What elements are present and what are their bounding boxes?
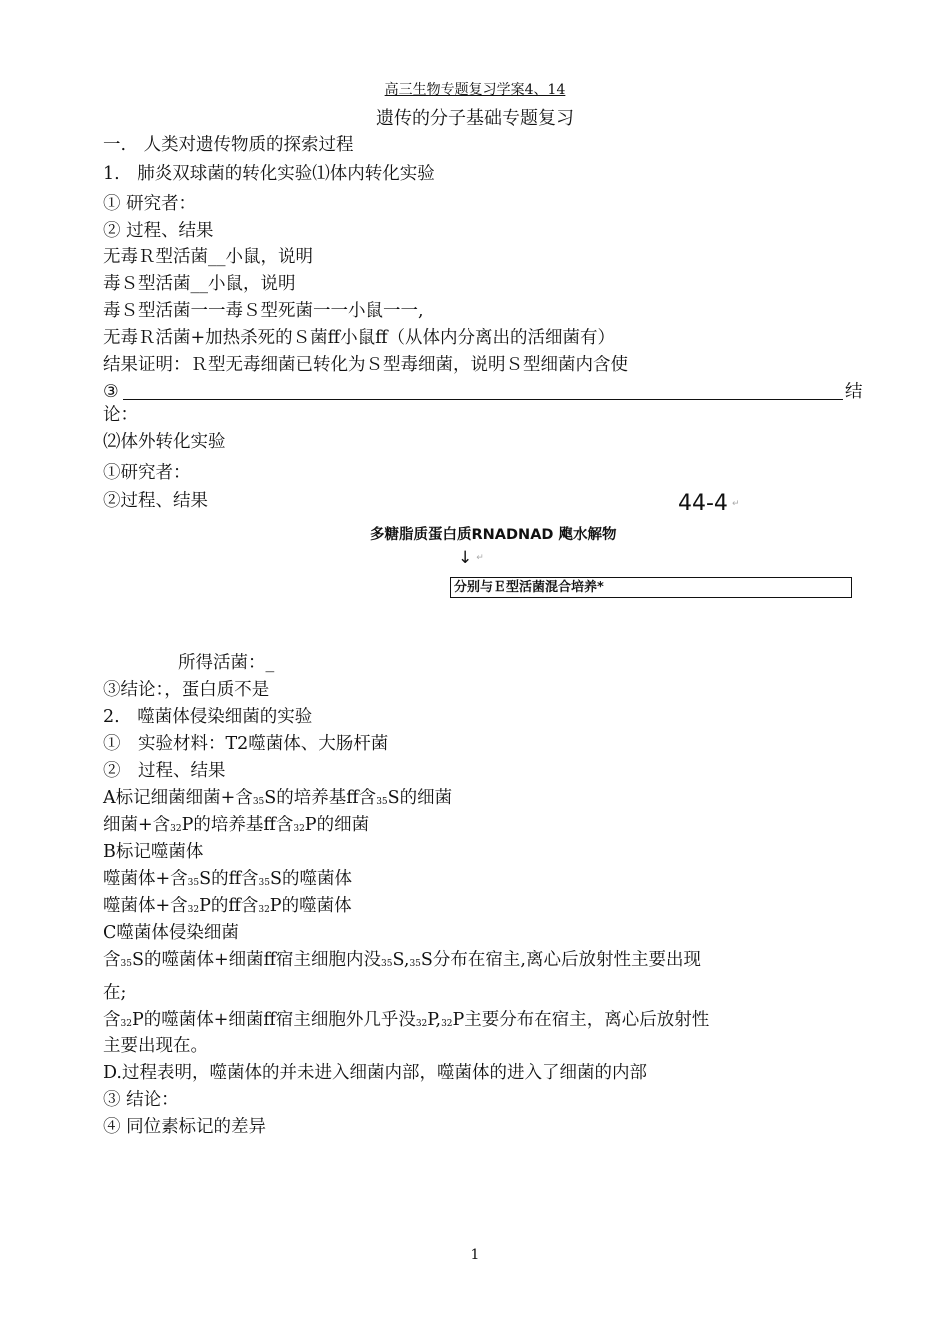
isotope-number: 32	[415, 1019, 428, 1029]
text-line: 噬菌体+含32P的ff含32P的噬菌体	[103, 896, 352, 916]
subsection-1-heading: 1. 肺炎双球菌的转化实验⑴体内转化实验	[103, 164, 435, 184]
isotope-number: 35	[120, 959, 132, 969]
conclusion-line: ③结论：，蛋白质不是	[103, 680, 270, 700]
figure-box: 分别与Ｅ型活菌混合培养*	[450, 577, 852, 598]
process-line: ②过程、结果	[103, 491, 208, 511]
conclusion-line: 论：	[103, 405, 138, 425]
text-line: 在;	[103, 983, 127, 1003]
doc-title: 遗传的分子基础专题复习	[376, 108, 574, 129]
process-line: ② 过程、结果	[103, 761, 226, 781]
section-heading-1: 一. 人类对遗传物质的探索过程	[103, 135, 354, 155]
text-line: 含35S的噬菌体+细菌ff宿主细胞内没35S,35S分布在宿主,离心后放射性主要出现	[103, 950, 701, 970]
text-line: A标记细菌细菌+含35S的培养基ff含35S的细菌	[103, 788, 453, 808]
isotope-number: 35	[252, 797, 265, 807]
paragraph-marker: ↵	[731, 499, 740, 509]
text-line: 主要出现在。	[103, 1036, 208, 1056]
conclusion-line: ③ 结论：	[103, 1090, 179, 1110]
blank-start: ③	[103, 382, 119, 402]
isotope-number: 35	[258, 878, 270, 888]
text-line: 无毒Ｒ活菌+加热杀死的Ｓ菌ff小鼠ff（从体内分离出的活细菌有）	[103, 328, 616, 348]
subsection-heading: 2. 噬菌体侵染细菌的实验	[103, 707, 313, 727]
text-line: B标记噬菌体	[103, 842, 204, 862]
isotope-number: 35	[376, 797, 388, 807]
page-number: 1	[470, 1247, 480, 1263]
isotope-number: 32	[293, 824, 305, 834]
text-line: 含32P的噬菌体+细菌ff宿主细胞外几乎没32P,32P主要分布在宿主，离心后放射性	[103, 1010, 710, 1030]
text-line: 无毒Ｒ型活菌__小鼠，说明	[103, 247, 313, 267]
figure-arrow: ↓ ↵	[458, 548, 484, 568]
text-line: ④ 同位素标记的差异	[103, 1117, 267, 1137]
text-line: 结果证明：Ｒ型无毒细菌已转化为Ｓ型毒细菌，说明Ｓ型细菌内含使	[103, 355, 628, 375]
isotope-number: 35	[187, 878, 200, 888]
isotope-number: 35	[409, 959, 421, 969]
isotope-number: 35	[381, 959, 393, 969]
text-line: 细菌+含32P的培养基ff含32P的细菌	[103, 815, 370, 835]
text-line: C噬菌体侵染细菌	[103, 923, 239, 943]
figure-code: 44-4 ↵	[678, 491, 740, 516]
subsection-2-heading: ⑵体外转化实验	[103, 432, 226, 452]
isotope-number: 32	[187, 905, 200, 915]
researcher-line: ①研究者：	[103, 463, 191, 483]
isotope-number: 32	[441, 1019, 453, 1029]
live-bacteria-line: 所得活菌：_	[178, 653, 275, 673]
text-line: 毒Ｓ型活菌__小鼠，说明	[103, 274, 296, 294]
doc-subtitle: 高三生物专题复习学案4、14	[384, 82, 566, 98]
isotope-number: 32	[258, 905, 270, 915]
blank-underline	[123, 399, 843, 400]
isotope-number: 32	[170, 824, 182, 834]
text-line: 毒Ｓ型活菌一一毒Ｓ型死菌一一小鼠一一,	[103, 301, 424, 321]
blank-end: 结	[845, 382, 863, 402]
blank-line	[103, 381, 863, 403]
text-line: D.过程表明，噬菌体的并未进入细菌内部，噬菌体的进入了细菌的内部	[103, 1063, 647, 1083]
paragraph-marker: ↵	[476, 553, 484, 563]
text-line: 噬菌体+含35S的ff含35S的噬菌体	[103, 869, 352, 889]
process-line: ② 过程、结果	[103, 221, 214, 241]
materials-line: ① 实验材料：T2噬菌体、大肠杆菌	[103, 734, 389, 754]
isotope-number: 32	[120, 1019, 132, 1029]
figure-substances: 多糖脂质蛋白质RNADNAD 飑水解物	[370, 527, 617, 543]
researcher-line: ① 研究者：	[103, 194, 197, 214]
